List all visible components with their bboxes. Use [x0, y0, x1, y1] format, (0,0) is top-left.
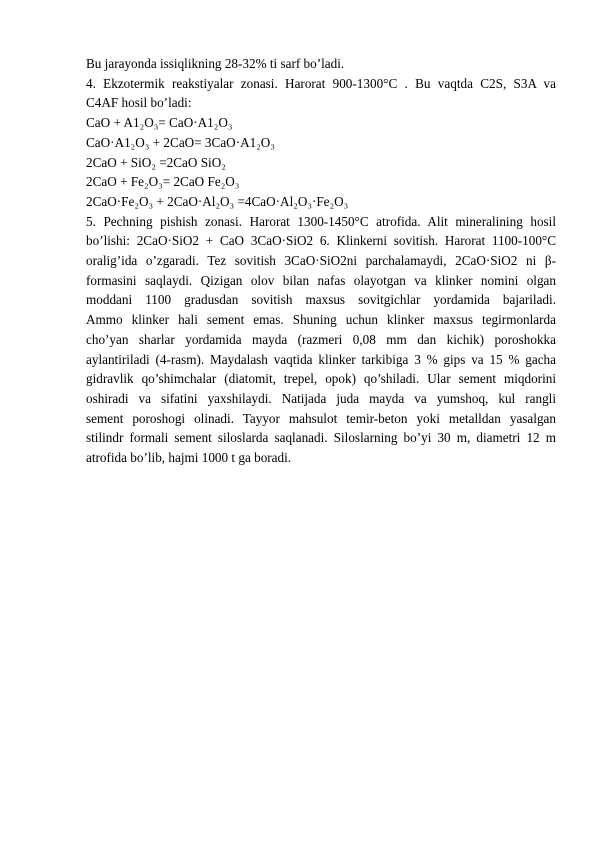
paragraph-line: 4. Ekzotermik reakstiyalar zonasi. Harorat 900-1300°C . Bu vaqtda C2S, S3A va: [86, 75, 556, 91]
paragraph-line: oralig’ida o’zgaradi. Tez sovitish 3CaO·SiO2ni parchalamaydi, 2CaO·SiO2 ni β-: [86, 253, 556, 269]
paragraph-line: 5. Pechning pishish zonasi. Harorat 1300-1450°C atrofida. Alit mineralining hosil: [86, 213, 556, 229]
paragraph-line: aylantiriladi (4-rasm). Maydalash vaqtida klinker tarkibiga 3 % gips va 15 % gacha: [86, 351, 556, 367]
chemical-formula-5: 2CaO·Fe₂O₃ + 2CaO·Al₂O₃ =4CaO·Al₂O₃·Fe₂O₃: [86, 193, 349, 209]
text-line-heat-consumption: Bu jarayonda issiqlikning 28-32% ti sarf bo’ladi.: [86, 56, 345, 71]
chemical-formula-4: 2CaO + Fe₂O₃= 2CaO Fe₂O₃: [86, 174, 240, 190]
paragraph-line: stilindr formali sement siloslarda saqlanadi. Siloslarning bo’yi 30 m, diametri 12 m: [86, 430, 556, 446]
paragraph-firing-zone: [86, 212, 556, 468]
paragraph-line: Ammo klinker hali sement emas. Shuning uchun klinker maxsus tegirmonlarda: [86, 312, 556, 328]
chemical-formula-1: CaO + A1₂O₃= CaO·A1₂O₃: [86, 115, 233, 131]
chemical-formula-2: CaO·A1₂O₃ + 2CaO= 3CaO·A1₂O₃: [86, 134, 275, 150]
paragraph-line: gidravlik qo’shimchalar (diatomit, trepel, opok) qo’shiladi. Ular sement miqdorini: [86, 371, 556, 387]
chemical-formula-3: 2CaO + SiO₂ =2CaO SiO₂: [86, 154, 226, 170]
paragraph-exothermic-zone: [86, 74, 556, 113]
paragraph-line: sement poroshogi olinadi. Tayyor mahsulot temir-beton yoki metalldan yasalgan: [86, 410, 556, 426]
paragraph-line: bo’lishi: 2CaO·SiO2 + CaO 3CaO·SiO2 6. Klinkerni sovitish. Harorat 1100-100°C: [86, 233, 556, 249]
paragraph-line: atrofida bo’lib, hajmi 1000 t ga boradi.: [86, 450, 292, 466]
paragraph-line: C4AF hosil bo’ladi:: [86, 95, 192, 111]
paragraph-line: moddani 1100 gradusdan sovitish maxsus sovitgichlar yordamida bajariladi.: [86, 292, 556, 308]
paragraph-line: cho’yan sharlar yordamida mayda (razmeri 0,08 mm dan kichik) poroshokka: [86, 331, 556, 347]
paragraph-line: oshiradi va sifatini yaxshilaydi. Natijada juda mayda va yumshoq, kul rangli: [86, 390, 556, 406]
document-body: [86, 54, 556, 468]
paragraph-line: formasini saqlaydi. Qizigan olov bilan nafas olayotgan va klinker nomini olgan: [86, 272, 556, 288]
